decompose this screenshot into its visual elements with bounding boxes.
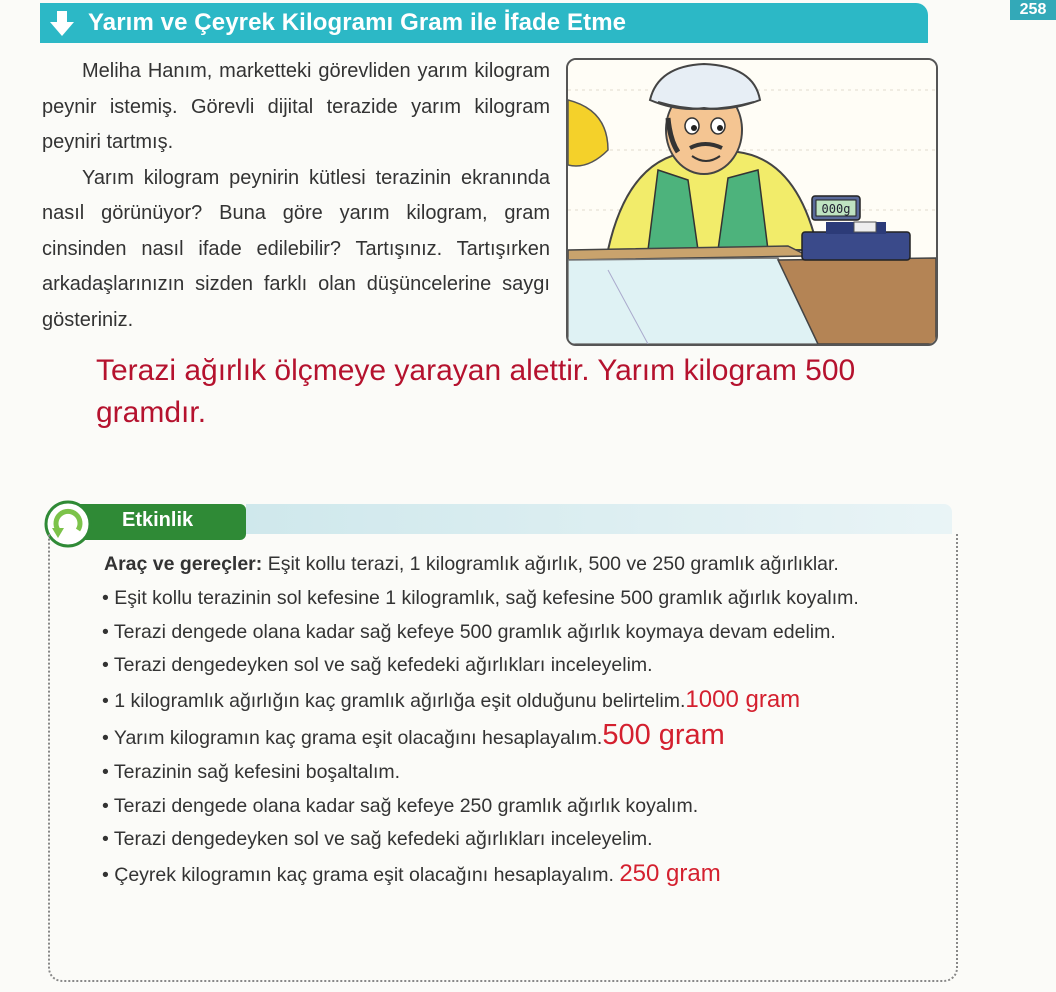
materials-text: Eşit kollu terazi, 1 kilogramlık ağırlık, 500 ve 250 gramlık ağırlıklar. (262, 553, 839, 575)
activity-step: • Terazi dengedeyken sol ve sağ kefedeki ağırlıkları inceleyelim. (102, 828, 653, 851)
activity-tab-label: Etkinlik (122, 509, 194, 531)
activity-tab-stripe (246, 504, 952, 534)
activity-step: • Terazi dengede olana kadar sağ kefeye 500 gramlık ağırlık koymaya devam edelim. (102, 620, 836, 643)
intro-paragraph-1: Meliha Hanım, marketteki görevliden yarım kilogram peynir istemiş. Görevli dijital terazide yarım kilogram peyniri tartmış. (42, 60, 550, 153)
handwritten-note: 500 gram (602, 718, 725, 751)
handwritten-note: 250 gram (619, 860, 721, 888)
activity-step: • Çeyrek kilogramın kaç grama eşit olacağını hesaplayalım. 250 gram (102, 860, 721, 888)
activity-step: • Terazinin sağ kefesini boşaltalım. (102, 760, 401, 783)
activity-step: • Terazi dengede olana kadar sağ kefeye 250 gramlık ağırlık koyalım. (102, 794, 699, 817)
section-title: Yarım ve Çeyrek Kilogramı Gram ile İfade Etme (88, 9, 627, 36)
materials-label: Araç ve gereçler: (104, 553, 263, 575)
market-illustration (566, 58, 938, 346)
activity-step: • Terazi dengedeyken sol ve sağ kefedeki ağırlıkları inceleyelim. (102, 654, 653, 677)
activity-content (56, 548, 944, 893)
scale-display: 000g (821, 202, 851, 216)
handwritten-answer: Terazi ağırlık ölçmeye yarayan alettir. Yarım kilogram 500 gramdır. (96, 354, 856, 429)
intro-text (42, 54, 550, 338)
materials-line (56, 548, 944, 582)
section-title-bar (40, 3, 928, 43)
handwritten-note: 1000 gram (685, 686, 801, 714)
intro-paragraph-2: Yarım kilogram peynirin kütlesi terazinin ekranında nasıl görünüyor? Buna göre yarım kilogram, gram cinsinden nasıl ifade edilebilir? Tartışınız. Tartışırken arkadaşlarınızın sizden farklı olan düşüncelerine saygı gösteriniz. (42, 166, 550, 331)
activity-step: • Eşit kollu terazinin sol kefesine 1 kilogramlık, sağ kefesine 500 gramlık ağırlık koyalım. (102, 586, 859, 609)
page-number: 258 (1010, 0, 1056, 20)
down-arrow-icon (46, 8, 78, 38)
activity-step: • 1 kilogramlık ağırlığın kaç gramlık ağırlığa eşit olduğunu belirtelim.1000 gram (102, 686, 801, 714)
activity-step: • Yarım kilogramın kaç grama eşit olacağını hesaplayalım.500 gram (102, 718, 725, 751)
